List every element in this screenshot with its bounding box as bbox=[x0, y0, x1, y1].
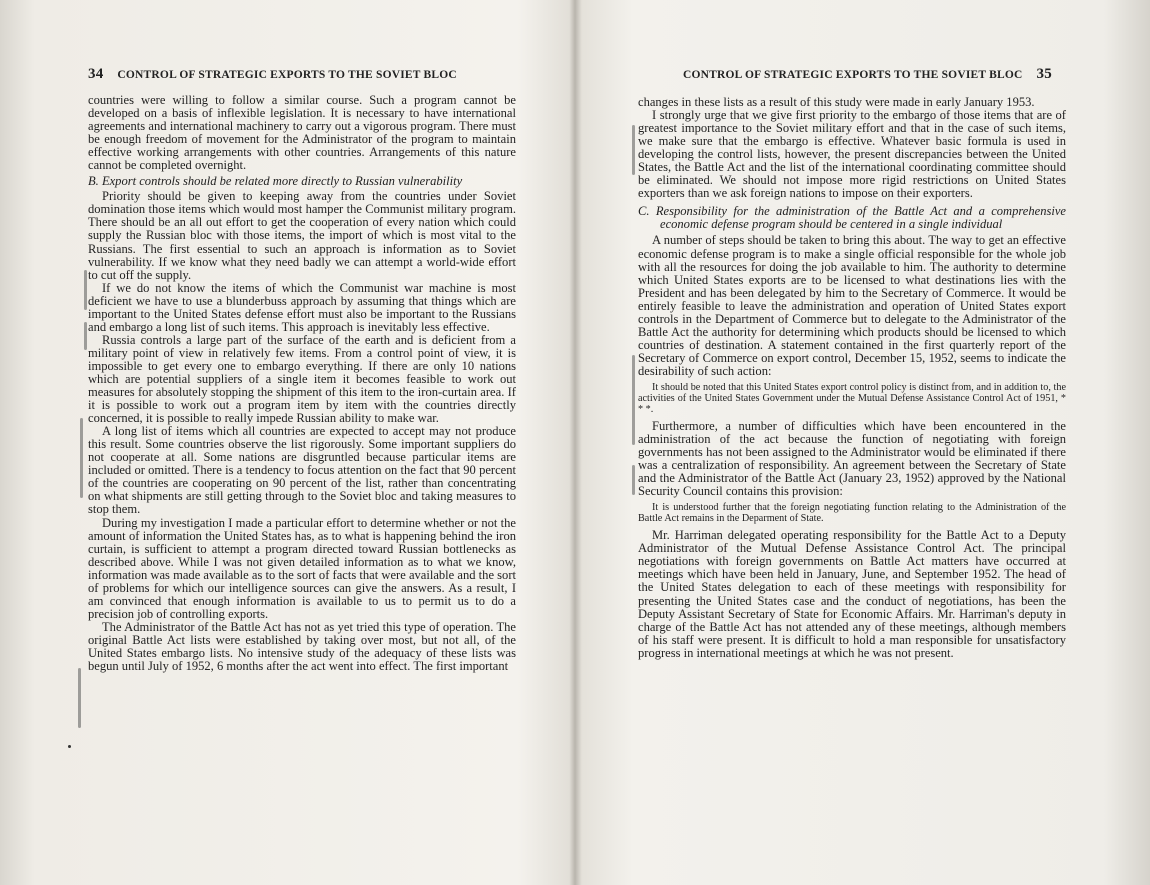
ink-dot bbox=[68, 745, 71, 748]
left-page-header bbox=[88, 66, 457, 83]
right-page-header bbox=[683, 66, 1052, 83]
right-opening-paragraph: changes in these lists as a result of this study were made in early January 1953. bbox=[638, 95, 1035, 109]
pencil-margin-mark bbox=[632, 125, 635, 175]
left-paragraph-1: Priority should be given to keeping away from the countries under Soviet domination those items which would most hamper the Communist military program. There should be an all out effort to get the cooperation of every nation which could supply the Russian bloc with those items, the import of which is most vital to the Russians. The first essential to such an approach is information as to Soviet vulnerability. If we know what they need badly we can attempt a world-wide effort to cut off the supply. bbox=[88, 189, 516, 282]
right-running-head: CONTROL OF STRATEGIC EXPORTS TO THE SOVIET BLOC bbox=[683, 69, 1023, 81]
left-paragraph-3: Russia controls a large part of the surface of the earth and is deficient from a military point of view in relatively few items. From a control point of view, it is impossible to get every one to embargo everything. If there are only 10 nations which are potential suppliers of a single item it becomes feasible to work out measures for absolutely stopping the shipment of this item to the iron-curtain area. If it is possible to work out a program item by item with the countries directly concerned, it is possible to really impede Russian ability to make war. bbox=[88, 332, 516, 426]
right-paragraph-2: A number of steps should be taken to bring this about. The way to get an effective economic defense program is to make a single official responsible for the whole job with all the resources for doing the job available to him. The authority to determine which United States exports are to be licensed to what destinations lies with the President and has been delegated by him to the Secretary of Commerce. It would be entirely feasible to leave the administration and operation of United States export controls in the Department of Commerce but to delegate to the Administrator of the Battle Act the authority for determining which products should be licensed to which countries of destination. A statement contained in the first quarterly report of the Secretary of Commerce on export control, December 15, 1952, seems to indicate the desirability of such action: bbox=[638, 233, 1066, 378]
right-paragraph-1: I strongly urge that we give first priority to the embargo of those items that are of greatest importance to the Soviet military effort and that in the case of such items, we make sure that the embargo is effective. Whatever basic formula is used in developing the control lists, however, the present discrepancies between the United States, the Battle Act and the list of the international coordinating committee should be eliminated. We should not impose more rigid restrictions on United States exporters than we ask foreign nations to impose on their exporters. bbox=[638, 108, 1066, 201]
left-paragraph-5: During my investigation I made a particular effort to determine whether or not the amount of information the United States has, as to what is happening behind the iron curtain, is sufficient to attempt a program directed toward Russian bottlenecks as described above. While I was not given detailed information as to what we know, information was made available as to the sort of facts that were available and the sort of problems for which our intelligence sources can give the answers. As a result, I am convinced that enough information is available to us to permit us to do a precision job of controlling exports. bbox=[88, 515, 516, 621]
pencil-margin-mark bbox=[84, 322, 87, 350]
left-paragraph-6: The Administrator of the Battle Act has not as yet tried this type of operation. The original Battle Act lists were established by taking over most, but not all, of the United States embargo lists. No intensive study of the adequacy of these lists was begun until July of 1952, 6 months after the act went into effect. The first important bbox=[88, 619, 516, 674]
right-paragraph-3: Furthermore, a number of difficulties which have been encountered in the administration of the act because the function of negotiating with foreign governments has not been assigned to the Administrator would be eliminated if there was a centralization of responsibility. An agreement between the Secretary of State and the Administrator of the Battle Act (January 23, 1952) approved by the National Security Council contains this provision: bbox=[638, 418, 1066, 499]
pencil-margin-mark bbox=[80, 418, 83, 498]
pencil-margin-mark bbox=[632, 355, 635, 445]
left-page-number: 34 bbox=[88, 66, 104, 82]
left-page-body bbox=[88, 94, 516, 673]
left-section-heading: B. Export controls should be related more directly to Russian vulnerability bbox=[88, 174, 463, 189]
pencil-margin-mark bbox=[78, 668, 81, 728]
right-quote-2: It is understood further that the foreign negotiating function relating to the Administration of the Battle Act remains in the Deparment of State. bbox=[638, 502, 1066, 525]
right-page-body bbox=[638, 96, 1066, 660]
right-section-heading: C. Responsibility for the administration of the Battle Act and a comprehensive economic defense program should be centered in a single individual bbox=[638, 204, 1066, 232]
right-page-number: 35 bbox=[1036, 66, 1052, 82]
left-paragraph-2: If we do not know the items of which the Communist war machine is most deficient we have to use a blunderbuss approach by assuming that things which are important to the United States defense effort must also be important to the Russians and embargo a long list of such items. This approach is inevitably less effective. bbox=[88, 280, 516, 334]
right-quote-1: It should be noted that this United States export control policy is distinct from, and in addition to, the activities of the United States Government under the Mutual Defense Assistance Control Act of 1951, * * *. bbox=[638, 381, 1066, 415]
left-opening-paragraph: countries were willing to follow a similar course. Such a program cannot be developed on a basis of inflexible legislation. It is necessary to have international agreements and international machinery to carry out a vigorous program. There must be enough freedom of movement for the Administrator of the program to maintain effective working arrangements with other countries. Arrangements of this nature cannot be completed overnight. bbox=[88, 93, 516, 173]
pencil-margin-mark bbox=[84, 270, 87, 310]
right-paragraph-4: Mr. Harriman delegated operating responsibility for the Battle Act to a Deputy Administrator of the Mutual Defense Assistance Control Act. The principal negotiations with foreign governments on Battle Act matters have occurred at meetings which have been held in January, June, and September 1952. The head of the United States delegation to each of these meetings with responsibility for presenting the United States case and the conduct of negotiations, has been the Deputy Assistant Secretary of State for Economic Affairs. Mr. Harriman's deputy in charge of the Battle Act has not attended any of these meetings, although members of his staff were present. It is difficult to hold a man responsible for unsatisfactory progress in international meetings at which he was not present. bbox=[638, 528, 1066, 660]
left-paragraph-4: A long list of items which all countries are expected to accept may not produce this result. Some countries observe the list rigorously. Some important suppliers do not cooperate at all. Some nations are disgruntled because particular items are included or omitted. There is a tendency to focus attention on the fact that 90 percent of the countries are cooperating on 90 percent of the list, rather than concentrating on what shipments are still getting through to the Soviet bloc and taking measures to stop them. bbox=[88, 424, 516, 517]
left-running-head: CONTROL OF STRATEGIC EXPORTS TO THE SOVIET BLOC bbox=[117, 69, 457, 81]
pencil-margin-mark bbox=[632, 465, 635, 495]
right-page bbox=[575, 0, 1150, 885]
